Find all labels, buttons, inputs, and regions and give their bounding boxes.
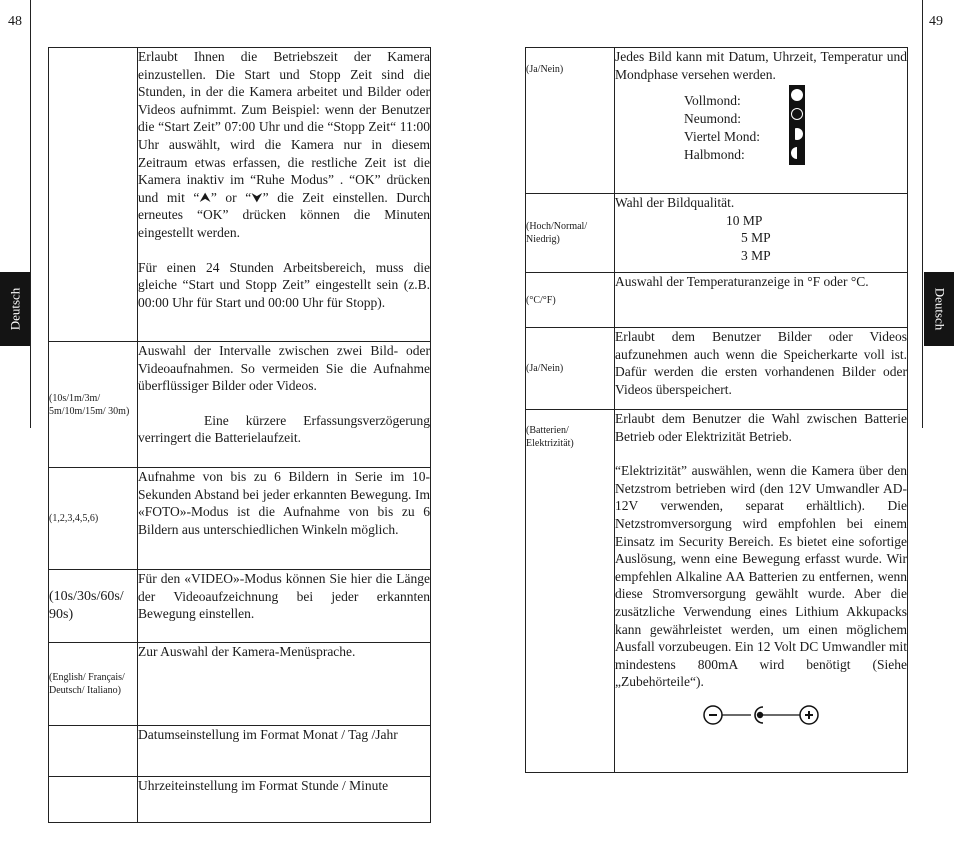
description-cell <box>138 570 431 643</box>
description-paragraph: Erlaubt dem Benutzer die Wahl zwischen Batterie Betrieb oder Elektrizität Betrieb. <box>615 411 907 444</box>
description-paragraph: Erlaubt Ihnen die Betriebszeit der Kamera einzustellen. Die Start und Stopp Zeit sind die Stunden, in der die Kamera arbeitet und Bilder oder Videos aufnimmt. Zum Beispiel: wenn der Benutzer die “Start Zeit” 07:00 Uhr und die “Stopp Zeit“ 11:00 Uhr auswählt, wird die Kamera nur in diesem Zeitraum etwas erfassen, die restliche Zeit ist die Kamera inaktiv im “Ruhe Modus” . “OK” drücken und mit “⮝” or “⮟” die Zeit einstellen. Durch erneutes “OK” drücken können die Minuten eingestellt werden. <box>138 49 430 240</box>
table-row <box>49 468 431 570</box>
description-paragraph: “Elektrizität” auswählen, wenn die Kamera über den Netzstrom betrieben wird (den 12V Umwandler AD-12V verwenden, separat erhältlich). Die Netzstromversorgung wird empfohlen bei einem Einsatz im Security Bereich. Es bietet eine sofortige Auslösung, wenn eine Bewegung erfasst wurde. Wir empfehlen Alkaline AA Batterien zu entfernen, wenn diese Stromversorgung gewählt wurde. Aber die zusätzliche Verwendung eines Lithium Akkupacks kann gewährleistet werden, um einen möglichem Ausfall vorzubeugen. Ein 12 Volt DC Umwandler mit mindestens 800mA wird benötigt (Siehe „Zubehörteile“). <box>615 463 907 690</box>
description-cell <box>138 726 431 777</box>
moon-label-half: Halbmond: <box>684 147 745 163</box>
table-row <box>526 328 908 410</box>
moon-phase-icons <box>789 85 805 165</box>
option-cell: (Ja/Nein) <box>526 328 615 410</box>
option-cell: (English/ Français/ Deutsch/ Italiano) <box>49 643 138 726</box>
description-paragraph: Eine kürzere Erfassungsverzögerung verringert die Batterielaufzeit. <box>138 412 430 446</box>
option-cell: (10s/1m/3m/ 5m/10m/15m/ 30m) <box>49 342 138 468</box>
table-row <box>526 410 908 773</box>
table-row <box>49 570 431 643</box>
option-cell: (°C/°F) <box>526 273 615 328</box>
description-paragraph: Jedes Bild kann mit Datum, Uhrzeit, Temperatur und Mondphase versehen werden. <box>615 49 907 82</box>
half-moon-icon <box>791 147 803 159</box>
table-row <box>49 777 431 823</box>
moon-label-full: Vollmond: <box>684 93 741 109</box>
description-paragraph: Auswahl der Temperaturanzeige in °F oder °C. <box>615 274 869 289</box>
description-paragraph: Uhrzeiteinstellung im Format Stunde / Minute <box>138 778 389 793</box>
quality-values <box>615 212 907 265</box>
page-number-left: 48 <box>8 14 22 29</box>
description-paragraph: Erlaubt dem Benutzer Bilder oder Videos aufzunehmen auch wenn die Speicherkarte voll ist. Dafür werden die ersten vorhandenen Bilder oder Videos überspeichert. <box>615 329 907 397</box>
description-cell <box>138 777 431 823</box>
option-cell: (Ja/Nein) <box>526 48 615 194</box>
description-paragraph: Für einen 24 Stunden Arbeitsbereich, muss die gleiche “Start und Stopp Zeit” eingestellt sein (z.B. 00:00 Uhr für Start und 00:00 Uhr für Stopp). <box>138 259 430 310</box>
settings-table-right <box>525 47 908 773</box>
table-row <box>526 273 908 328</box>
table-row <box>49 726 431 777</box>
quality-value: 3 MP <box>741 247 771 263</box>
language-tab-label: Deutsch <box>932 287 948 331</box>
moon-phase-labels <box>684 92 760 164</box>
description-paragraph: Zur Auswahl der Kamera-Menüsprache. <box>138 644 356 659</box>
description-cell <box>615 194 908 273</box>
page-margin-rule-left <box>30 0 31 428</box>
settings-table-left <box>48 47 431 823</box>
description-cell <box>138 342 431 468</box>
table-row <box>49 48 431 342</box>
moon-label-quarter: Viertel Mond: <box>684 129 761 145</box>
description-cell <box>138 643 431 726</box>
option-cell: (1,2,3,4,5,6) <box>49 468 138 570</box>
table-row <box>49 342 431 468</box>
description-paragraph: Aufnahme von bis zu 6 Bildern in Serie im 10-Sekunden Abstand bei jeder erkannten Bewegung. Im «FOTO»-Modus ist die Aufnahme von bis zu 6 Bildern aus unterschiedlichen Winkeln möglich. <box>138 469 430 537</box>
quality-value: 10 MP <box>726 212 763 228</box>
quality-value: 5 MP <box>741 230 771 246</box>
page-margin-rule-right <box>922 0 923 428</box>
full-moon-icon <box>791 89 803 101</box>
dc-polarity-icon <box>701 703 821 727</box>
option-cell <box>49 777 138 823</box>
language-tab-right <box>924 272 954 346</box>
option-cell <box>49 726 138 777</box>
page-number-right: 49 <box>929 14 943 29</box>
moon-label-new: Neumond: <box>684 111 741 127</box>
new-moon-icon <box>791 108 803 120</box>
option-cell: (10s/30s/60s/ 90s) <box>49 570 138 643</box>
description-paragraph: Auswahl der Intervalle zwischen zwei Bild- oder Videoaufnahmen. So vermeiden Sie die Aufnahme überflüssiger Bilder oder Videos. <box>138 343 430 394</box>
language-tab-label: Deutsch <box>7 287 23 331</box>
description-paragraph: Wahl der Bildqualität. <box>615 195 735 210</box>
description-cell <box>615 48 908 194</box>
option-cell: (Batterien/ Elektrizität) <box>526 410 615 773</box>
option-cell: (Hoch/Normal/ Niedrig) <box>526 194 615 273</box>
language-tab-left <box>0 272 30 346</box>
option-cell <box>49 48 138 342</box>
quarter-moon-icon <box>791 128 803 140</box>
description-cell <box>138 48 431 342</box>
description-cell <box>138 468 431 570</box>
table-row <box>526 48 908 194</box>
table-row <box>49 643 431 726</box>
description-cell <box>615 328 908 410</box>
description-cell <box>615 273 908 328</box>
description-paragraph: Für den «VIDEO»-Modus können Sie hier die Länge der Videoaufzeichnung bei jeder erkannten Bewegung einstellen. <box>138 571 430 622</box>
description-cell <box>615 410 908 773</box>
description-paragraph: Datumseinstellung im Format Monat / Tag /Jahr <box>138 727 398 742</box>
moon-phase-legend <box>615 83 907 173</box>
table-row <box>526 194 908 273</box>
